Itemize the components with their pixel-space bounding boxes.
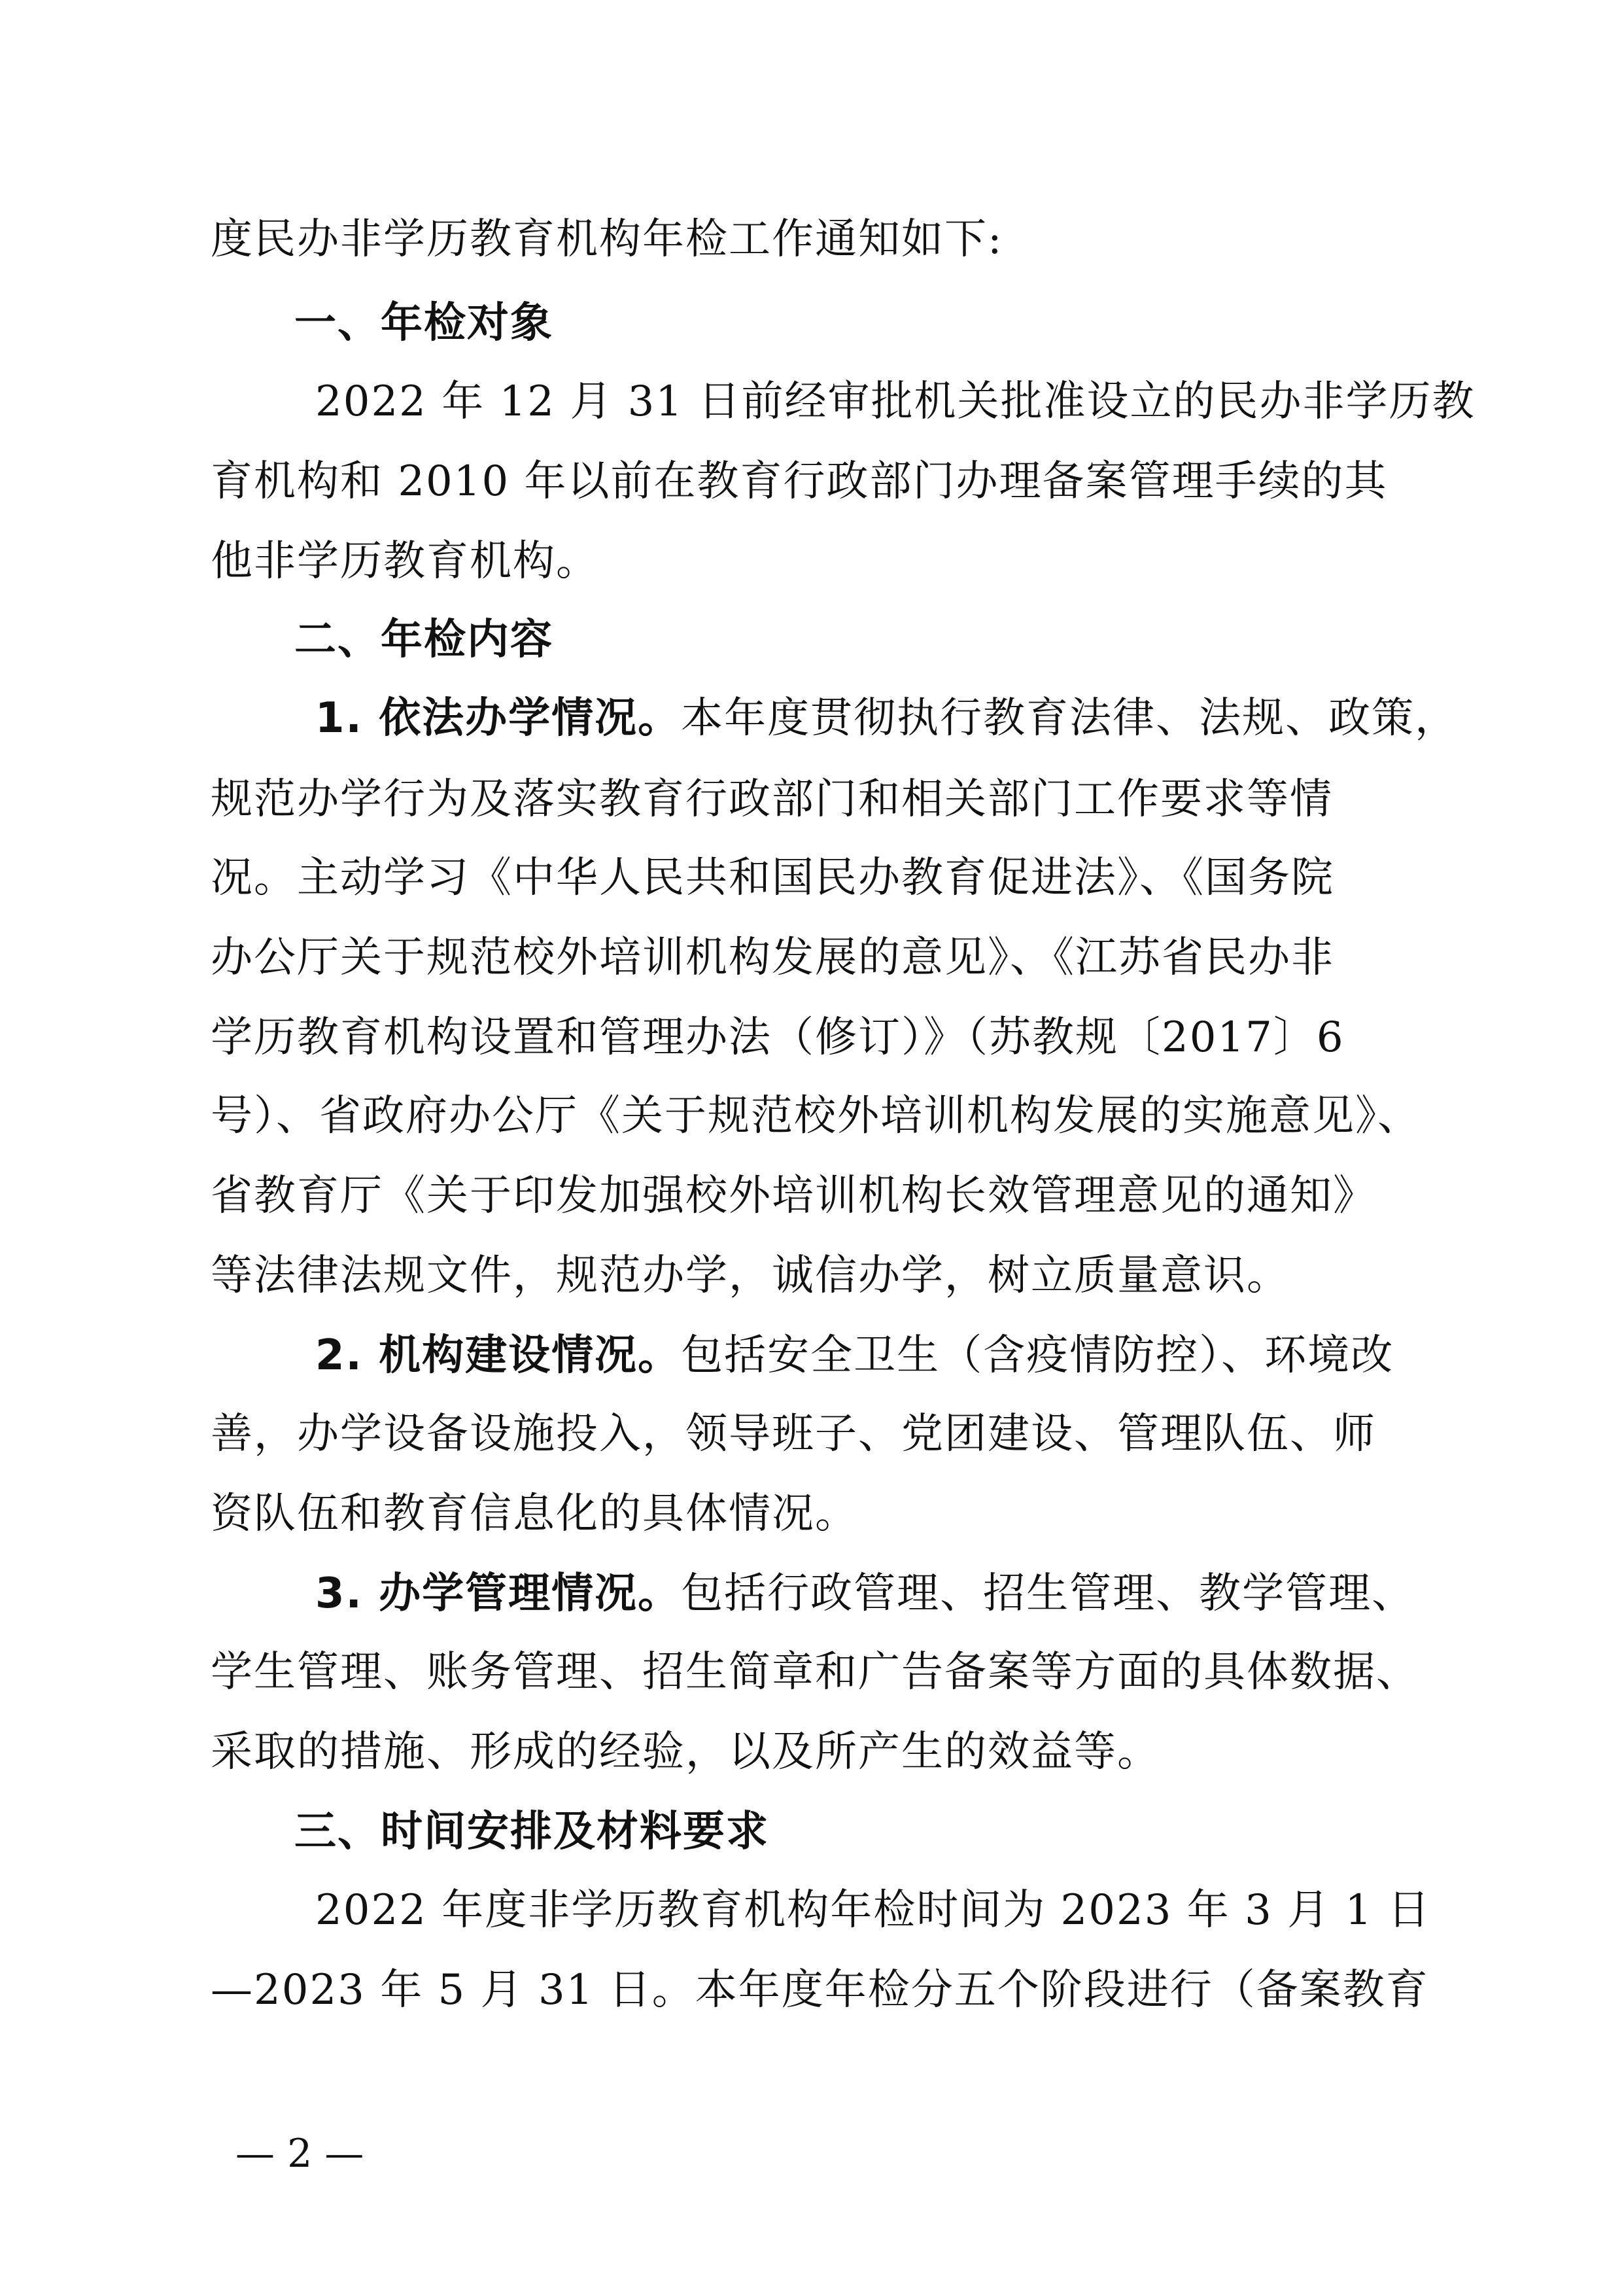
text-line-20: 采取的措施、形成的经验，以及所产生的效益等。 (211, 1728, 1160, 1776)
text-line-23: —2023 年 5 月 31 日。本年度年检分五个阶段进行（备案教育 (211, 1966, 1429, 2014)
text-line-5: 他非学历教育机构。 (211, 537, 599, 586)
item-lead-2: 2. 机构建设情况。 (315, 1331, 682, 1380)
text-line-17: 资队伍和教育信息化的具体情况。 (211, 1490, 858, 1538)
text-line-14: 等法律法规文件，规范办学，诚信办学，树立质量意识。 (211, 1252, 1290, 1300)
section-heading-1: 一、年检对象 (294, 299, 553, 347)
text-line-11: 学历教育机构设置和管理办法（修订）》（苏教规〔2017〕6 (211, 1013, 1345, 1062)
section-heading-3: 三、时间安排及材料要求 (294, 1808, 769, 1856)
text-line-18: 3. 办学管理情况。包括行政管理、招生管理、教学管理、 (315, 1569, 1415, 1618)
text-line-9: 况。主动学习《中华人民共和国民办教育促进法》、《国务院 (211, 854, 1334, 902)
text-line-4: 育机构和 2010 年以前在教育行政部门办理备案管理手续的其 (211, 457, 1388, 506)
item-lead-3: 3. 办学管理情况。 (315, 1569, 682, 1618)
text-line-13: 省教育厅《关于印发加强校外培训机构长效管理意见的通知》 (211, 1172, 1376, 1220)
text-line-1: 度民办非学历教育机构年检工作通知如下: (211, 215, 1003, 264)
text-line-16: 善，办学设备设施投入，领导班子、党团建设、管理队伍、师 (211, 1410, 1376, 1458)
page-number: — 2 — (235, 2131, 364, 2177)
text-line-12: 号）、省政府办公厅《关于规范校外培训机构发展的实施意见》、 (211, 1092, 1421, 1140)
text-line-19: 学生管理、账务管理、招生简章和广告备案等方面的具体数据、 (211, 1648, 1419, 1696)
text-line-15: 2. 机构建设情况。包括安全卫生（含疫情防控）、环境改 (315, 1331, 1394, 1380)
text-line-3: 2022 年 12 月 31 日前经审批机关批准设立的民办非学历教 (315, 377, 1476, 426)
text-line-7: 1. 依法办学情况。本年度贯彻执行教育法律、法规、政策， (315, 694, 1459, 743)
text-line-22: 2022 年度非学历教育机构年检时间为 2023 年 3 月 1 日 (315, 1886, 1431, 1935)
text-line-10: 办公厅关于规范校外培训机构发展的意见》、《江苏省民办非 (211, 934, 1334, 982)
text-line-8: 规范办学行为及落实教育行政部门和相关部门工作要求等情 (211, 775, 1333, 824)
item-lead-1: 1. 依法办学情况。 (315, 694, 682, 743)
section-heading-2: 二、年检内容 (294, 616, 553, 664)
